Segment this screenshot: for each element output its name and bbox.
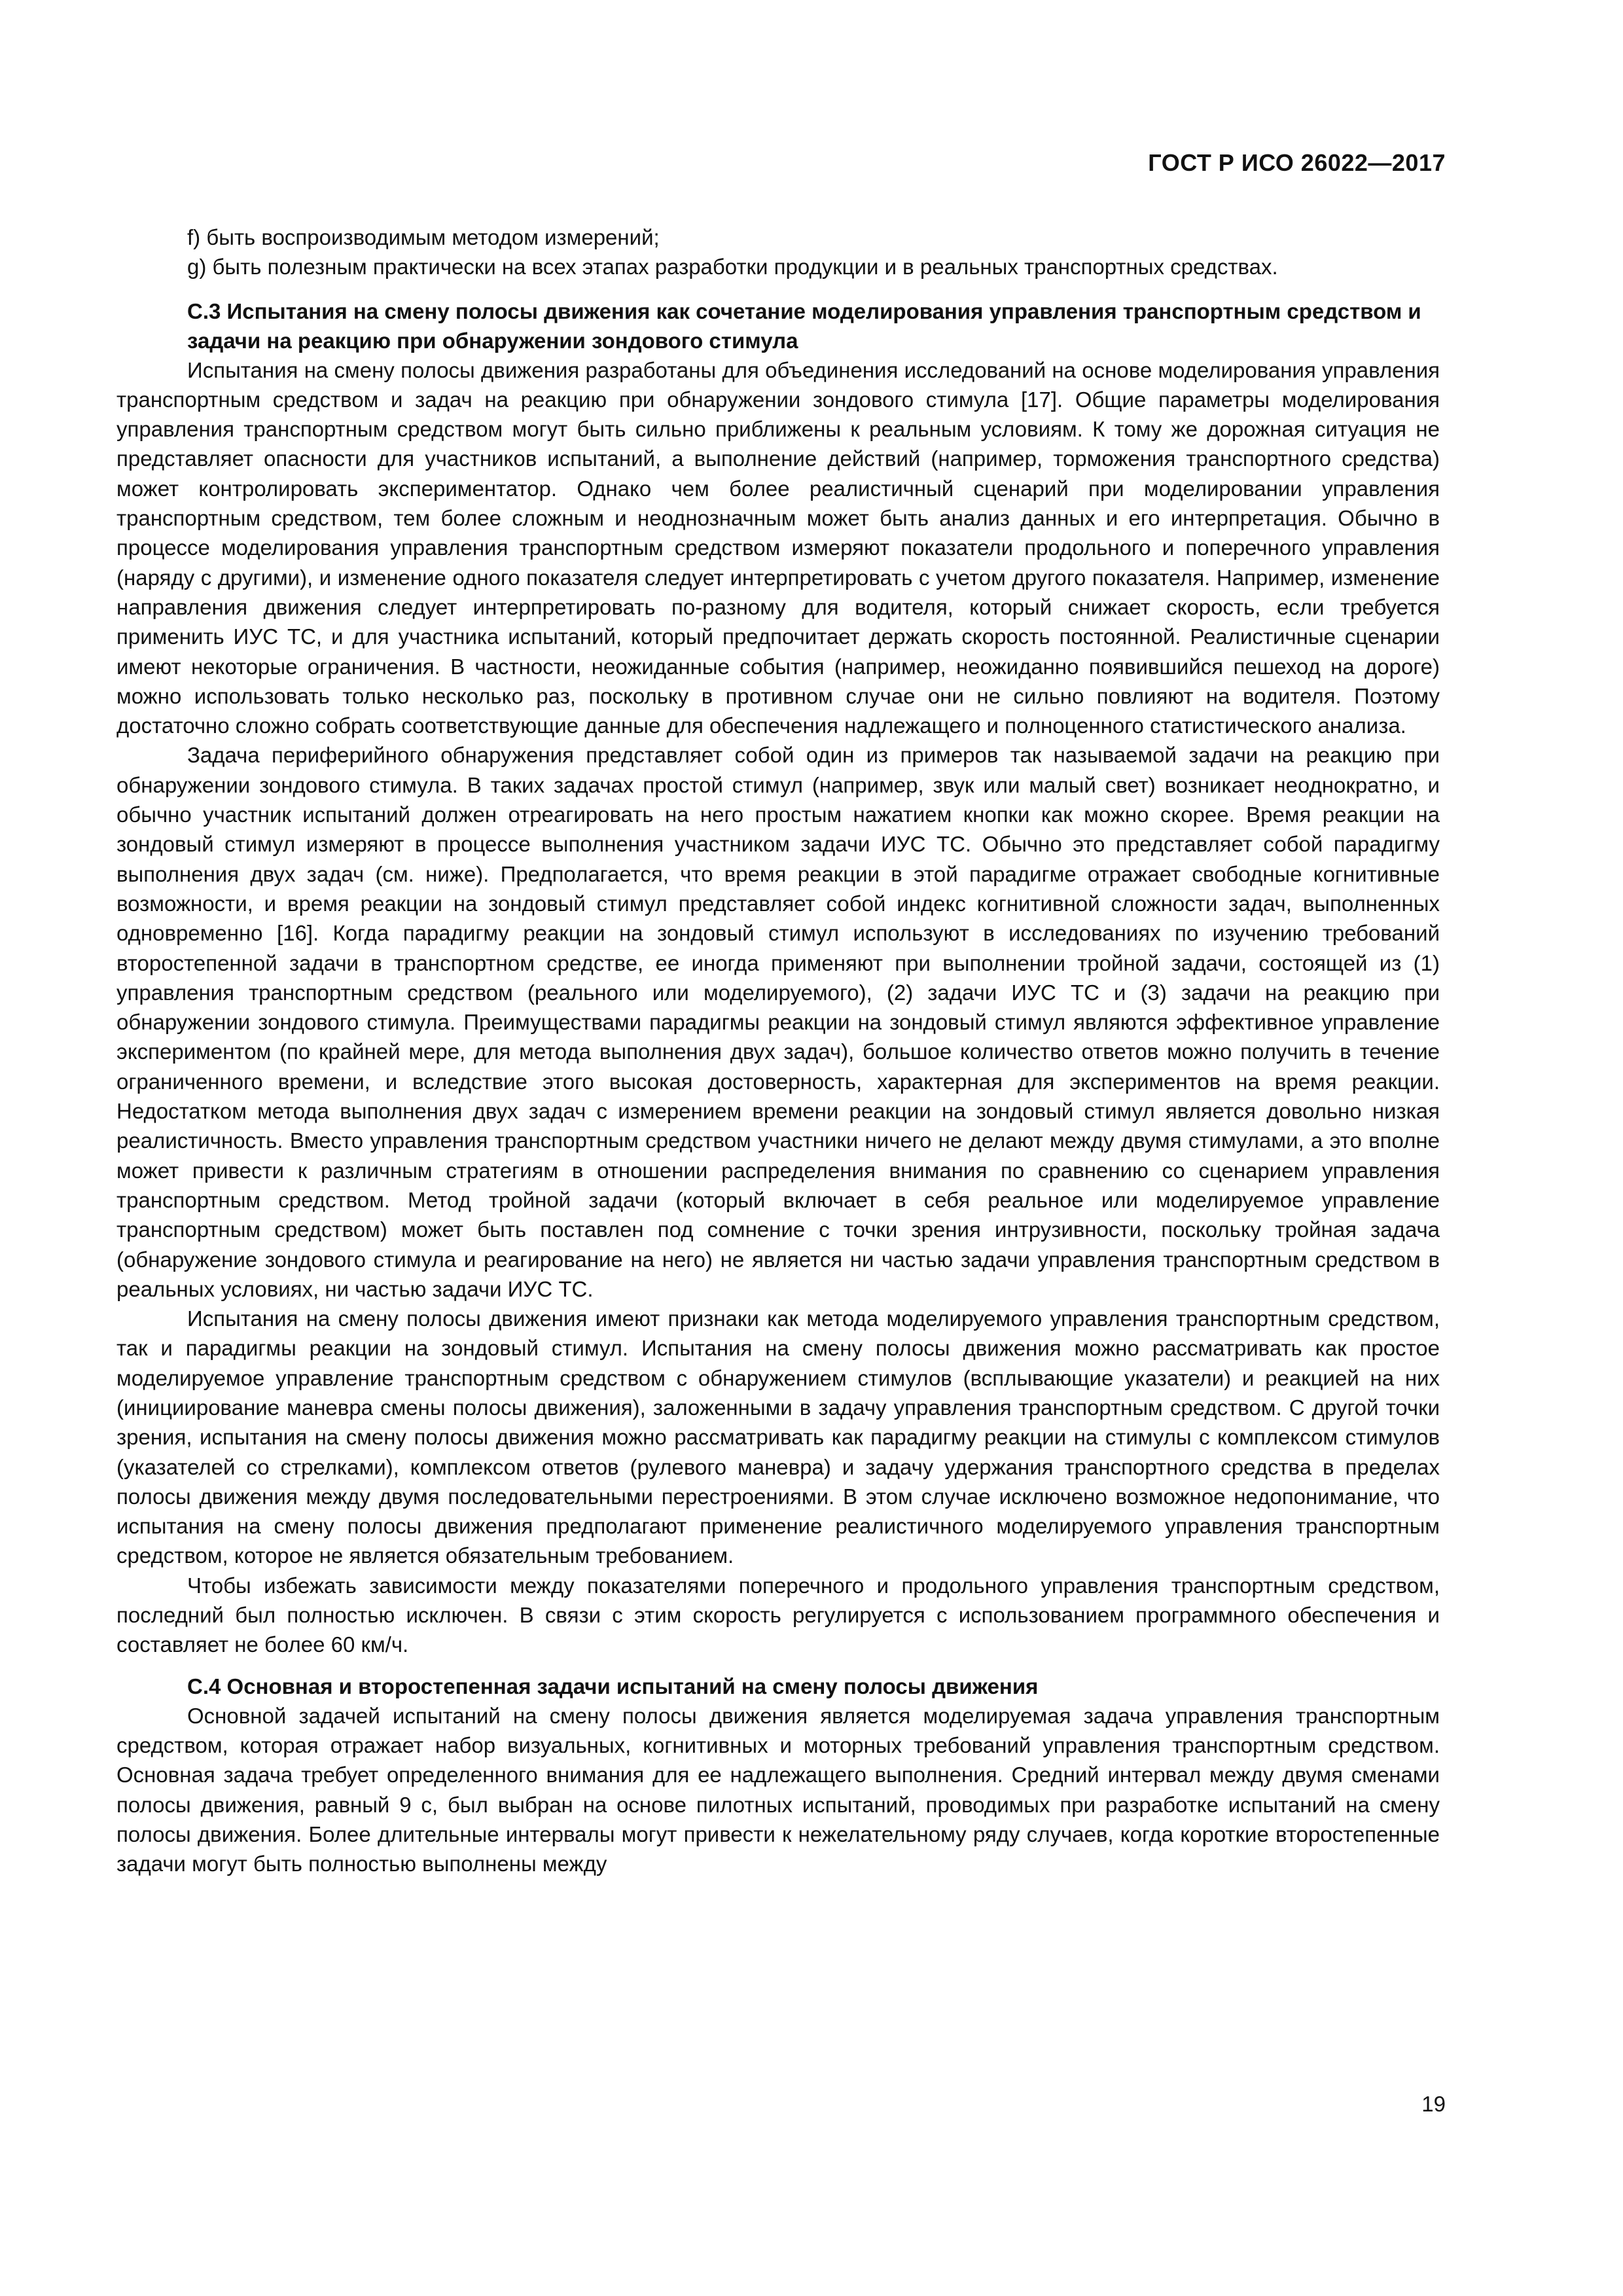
section-c4-paragraph-1: Основной задачей испытаний на смену полосы движения является моделируемая задача управления транспортным средством, которая отражает набор визуальных, когнитивных и моторных требований управления транспортным средством. Основная задача требует определенного внимания для ее надлежащего выполнения. Средний интервал между двумя сменами полосы движения, равный 9 с, был выбран на основе пилотных испытаний, проводимых при разработке испытаний на смену полосы движения. Более длительные интервалы могут привести к нежелательному ряду случаев, когда короткие второстепенные задачи могут быть полностью выполнены между <box>116 1703 1440 1876</box>
page-number: 19 <box>1421 2092 1446 2116</box>
section-c3-paragraph-3: Испытания на смену полосы движения имеют признаки как метода моделируемого управления транспортным средством, так и парадигмы реакции на зондовый стимул. Испытания на смену полосы движения можно рассматривать как простое моделируемое управление транспортным средством с обнаружением стимулов (всплывающие указатели) и реакцией на них (инициирование маневра смены полосы движения), заложенными в задачу управления транспортным средством. С другой точки зрения, испытания на смену полосы движения можно рассматривать как парадигму реакции на стимулы с комплексом стимулов (указателей со стрелками), комплексом ответов (рулевого маневра) и задачу удержания транспортного средства в пределах полосы движения между двумя последовательными перестроениями. В этом случае исключено возможное недопонимание, что испытания на смену полосы движения предполагают применение реалистичного моделируемого управления транспортным средством, которое не является обязательным требованием. <box>116 1306 1440 1568</box>
section-c4-heading: С.4 Основная и второстепенная задачи испытаний на смену полосы движения <box>187 1674 1039 1698</box>
section-c3-paragraph-4: Чтобы избежать зависимости между показателями поперечного и продольного управления транспортным средством, последний был полностью исключен. В связи с этим скорость регулируется с использованием программного обеспечения и составляет не более 60 км/ч. <box>116 1573 1440 1657</box>
section-c3-heading: С.3 Испытания на смену полосы движения как сочетание моделирования управления транспортным средством и задачи на реакцию при обнаружении зондового стимула <box>187 298 1421 353</box>
section-c3-paragraph-2: Задача периферийного обнаружения представляет собой один из примеров так называемой задачи на реакцию при обнаружении зондового стимула. В таких задачах простой стимул (например, звук или малый свет) возникает неоднократно, и обычно участник испытаний должен отреагировать на него простым нажатием кнопки как можно скорее. Время реакции на зондовый стимул измеряют в процессе выполнения участником задачи ИУС ТС. Обычно это представляет собой парадигму выполнения двух задач (см. ниже). Предполагается, что время реакции в этой парадигме отражает свободные когнитивные возможности, и время реакции на зондовый стимул представляет собой индекс когнитивной сложности задач, выполненных одновременно [16]. Когда парадигму реакции на зондовый стимул используют в исследованиях по изучению требований второстепенной задачи в транспортном средстве, ее иногда применяют при выполнении тройной задачи, состоящей из (1) управления транспортным средством (реального или моделируемого), (2) задачи ИУС ТС и (3) задачи на реакцию при обнаружении зондового стимула. Преимуществами парадигмы реакции на зондовый стимул являются эффективное управление экспериментом (по крайней мере, для метода выполнения двух задач), большое количество ответов можно получить в течение ограниченного времени, и вследствие этого высокая достоверность, характерная для экспериментов на время реакции. Недостатком метода выполнения двух задач с измерением времени реакции на зондовый стимул является довольно низкая реалистичность. Вместо управления транспортным средством участники ничего не делают между двумя стимулами, а это вполне может привести к различным стратегиям в отношении распределения внимания по сравнению со сценарием управления транспортным средством. Метод тройной задачи (который включает в себя реальное или моделируемое управление транспортным средством) может быть поставлен под сомнение с точки зрения интрузивности, поскольку тройная задача (обнаружение зондового стимула и реагирование на него) не является ни частью задачи управления транспортным средством в реальных условиях, ни частью задачи ИУС ТС. <box>116 743 1440 1301</box>
section-c3-paragraph-1: Испытания на смену полосы движения разработаны для объединения исследований на основе моделирования управления транспортным средством и задач на реакцию при обнаружении зондового стимула [17]. Общие параметры моделирования управления транспортным средством могут быть сильно приближены к реальным условиям. К тому же дорожная ситуация не представляет опасности для участников испытаний, а выполнение действий (например, торможения транспортного средства) может контролировать экспериментатор. Однако чем более реалистичный сценарий при моделировании управления транспортным средством, тем более сложным и неоднозначным может быть анализ данных и его интерпретация. Обычно в процессе моделирования управления транспортным средством измеряют показатели продольного и поперечного управления (наряду с другими), и изменение одного показателя следует интерпретировать с учетом другого показателя. Например, изменение направления движения следует интерпретировать по-разному для водителя, который снижает скорость, если требуется применить ИУС ТС, и для участника испытаний, который предпочитает держать скорость постоянной. Реалистичные сценарии имеют некоторые ограничения. В частности, неожиданные события (например, неожиданно появившийся пешеход на дороге) можно использовать только несколько раз, поскольку в противном случае они не сильно повлияют на водителя. Поэтому достаточно сложно собрать соответствующие данные для обеспечения надлежащего и полноценного статистического анализа. <box>116 357 1440 738</box>
list-item-g: g) быть полезным практически на всех этапах разработки продукции и в реальных транспортных средствах. <box>187 255 1278 279</box>
document-body <box>116 223 1440 1878</box>
document-code-header: ГОСТ Р ИСО 26022—2017 <box>1148 149 1446 176</box>
list-item-f: f) быть воспроизводимым методом измерений; <box>187 225 660 249</box>
